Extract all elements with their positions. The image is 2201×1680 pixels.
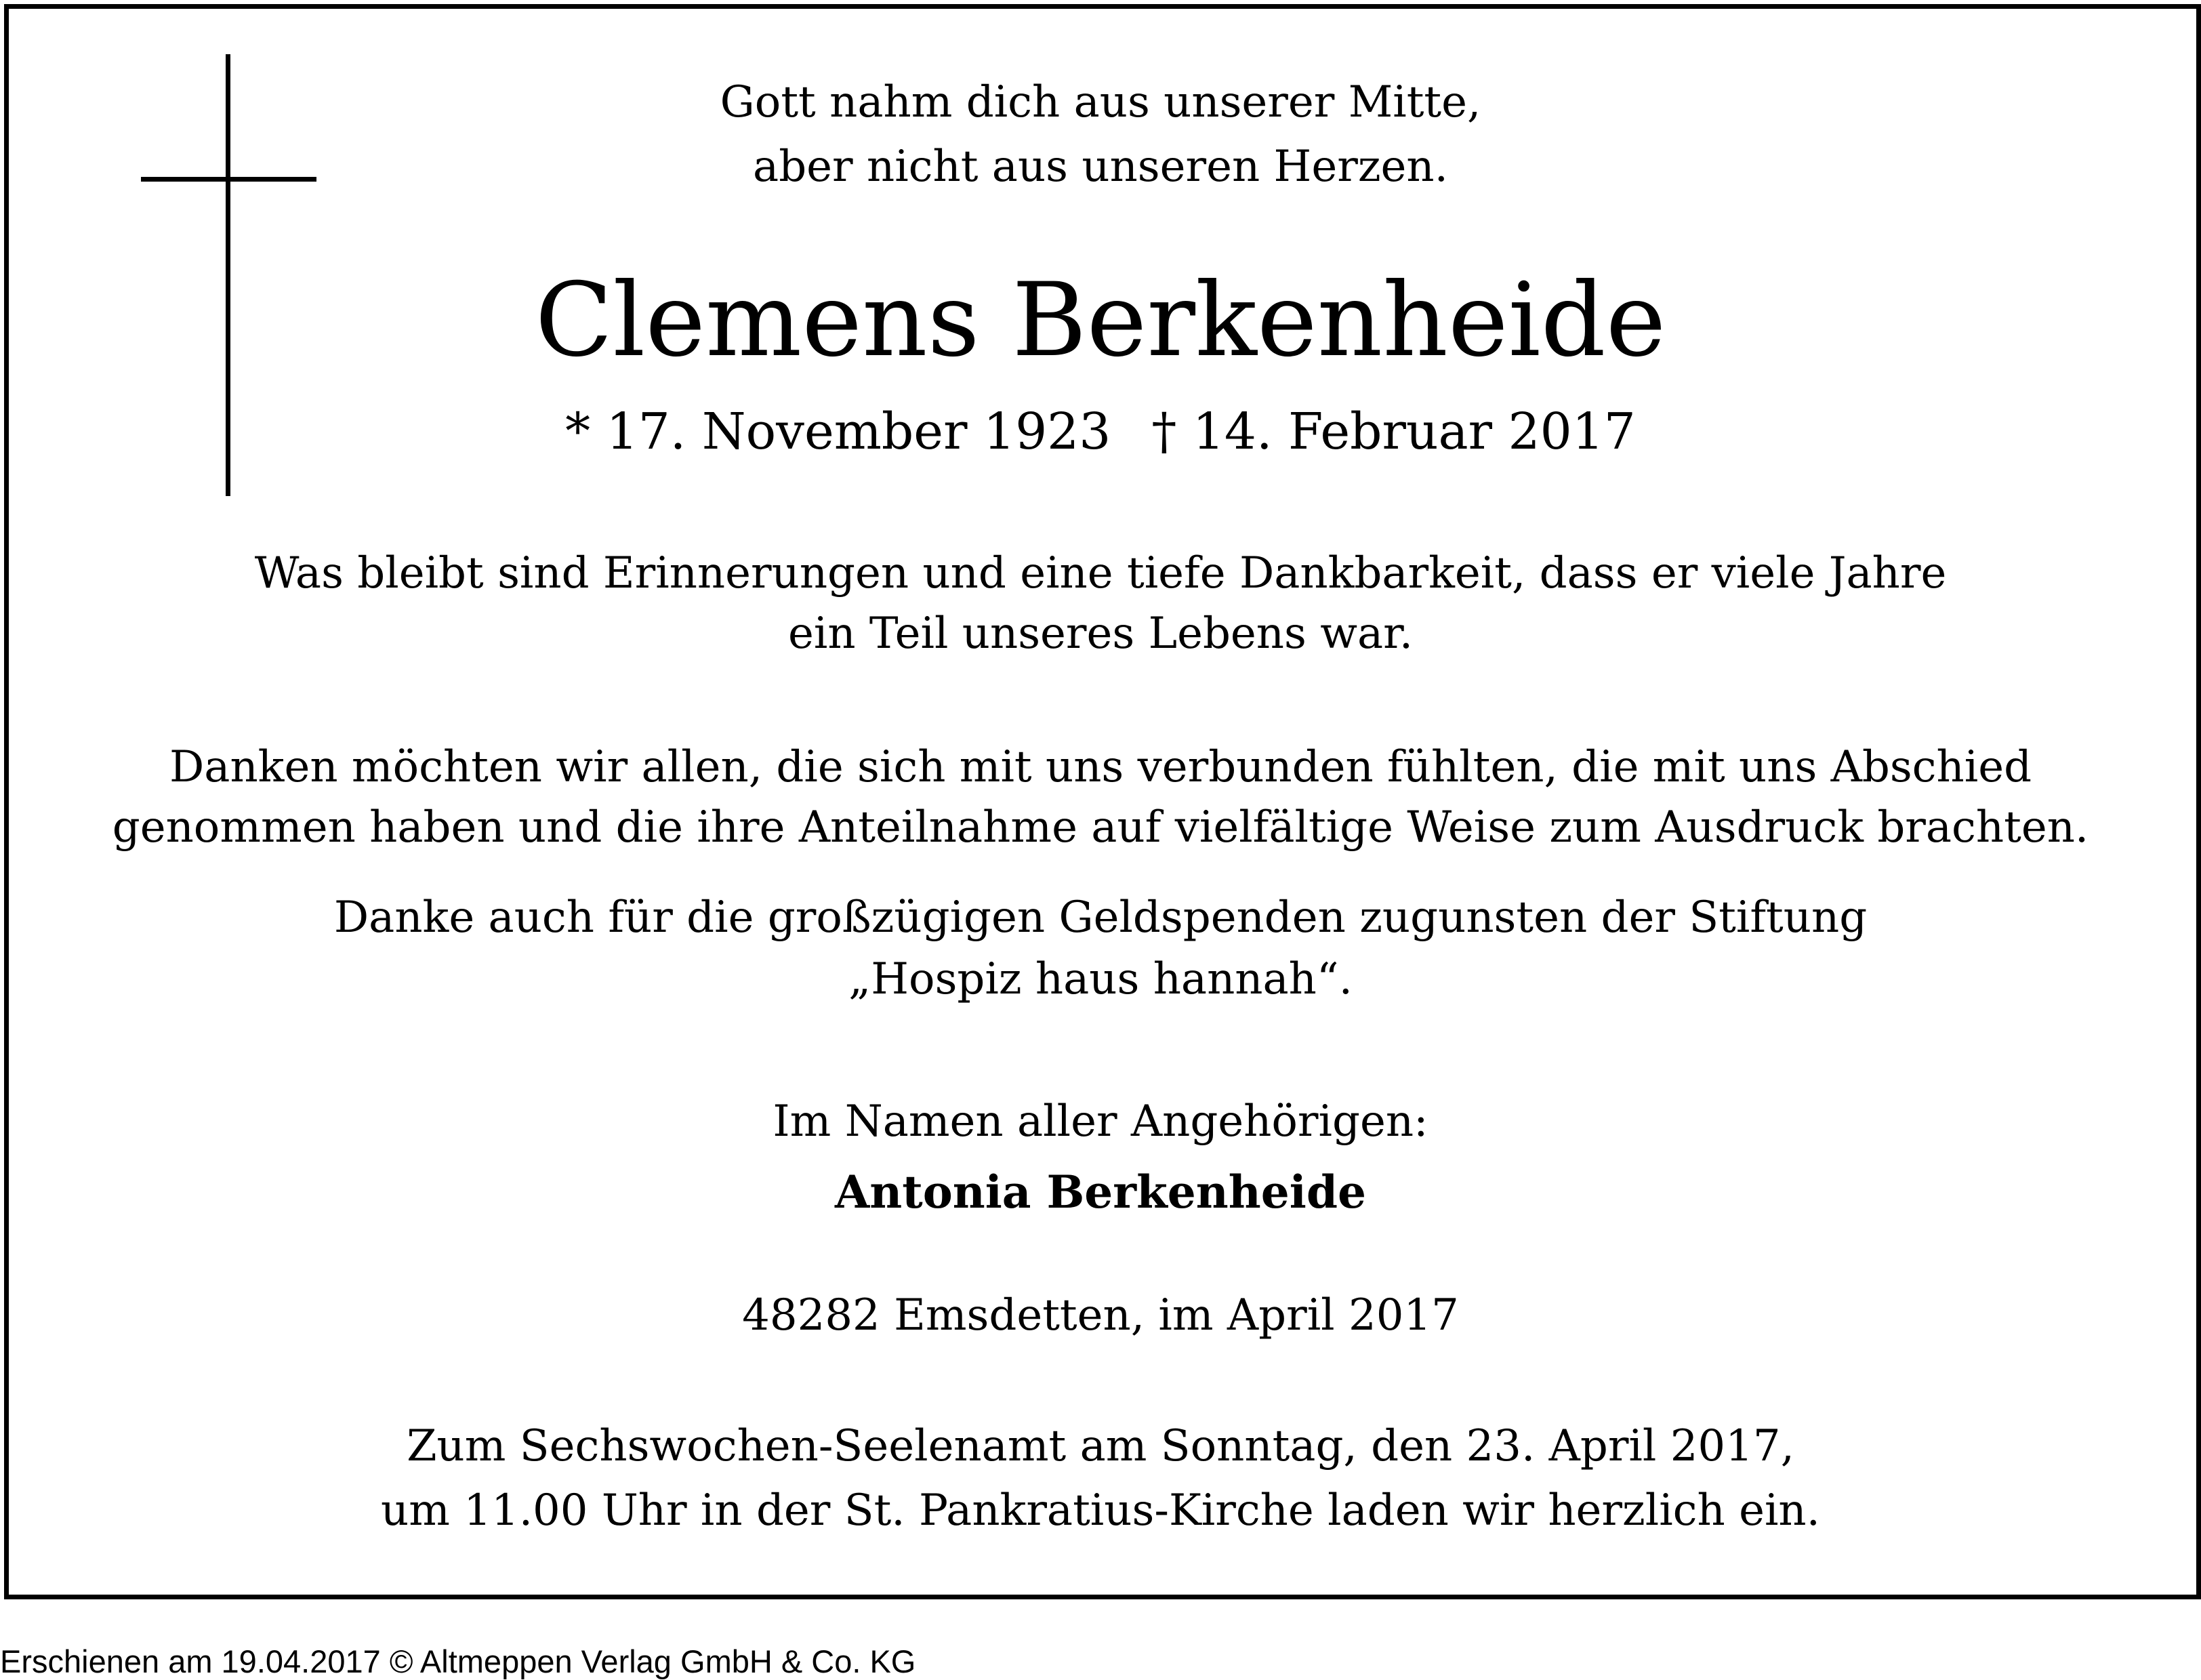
service-line-2: um 11.00 Uhr in der St. Pankratius-Kirche laden wir herzlich ein. [381,1486,1820,1536]
deceased-name: Clemens Berkenheide [535,262,1666,380]
life-dates [0,403,2201,461]
service-line-1: Zum Sechswochen-Seelenamt am Sonntag, den 23. April 2017, [407,1421,1794,1471]
donations-line-2: „Hospiz haus hannah“. [848,954,1353,1004]
epigraph-line-2: aber nicht aus unseren Herzen. [753,142,1448,192]
death-date: † 14. Februar 2017 [1151,403,1636,461]
place-date: 48282 Emsdetten, im April 2017 [742,1290,1459,1340]
signatory-name: Antonia Berkenheide [835,1166,1366,1218]
thanks-line-1: Danken möchten wir allen, die sich mit uns verbunden fühlten, die mit uns Abschied [169,742,2032,792]
birth-date: * 17. November 1923 [565,403,1111,461]
publication-footer: Erschienen am 19.04.2017 © Altmeppen Verlag GmbH & Co. KG [0,1643,916,1679]
thanks-line-2: genommen haben und die ihre Anteilnahme auf vielfältige Weise zum Ausdruck brachten. [112,802,2089,853]
donations-line-1: Danke auch für die großzügigen Geldspenden zugunsten der Stiftung [333,893,1868,943]
memory-line-1: Was bleibt sind Erinnerungen und eine tiefe Dankbarkeit, dass er viele Jahre [254,548,1947,598]
epigraph-line-1: Gott nahm dich aus unserer Mitte, [720,77,1481,127]
obituary-frame [4,4,2201,1599]
memory-line-2: ein Teil unseres Lebens war. [787,609,1414,659]
on-behalf-line: Im Namen aller Angehörigen: [773,1097,1428,1147]
